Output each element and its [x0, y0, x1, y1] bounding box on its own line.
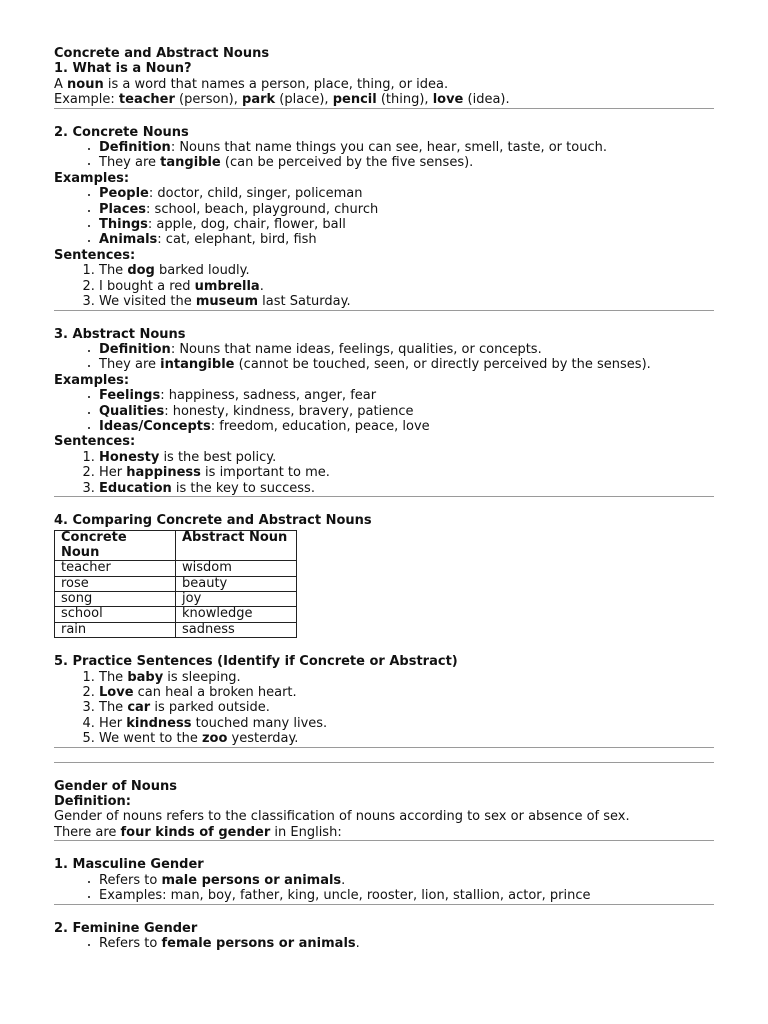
list-item: [99, 670, 714, 685]
list-item: [99, 263, 714, 278]
section-divider: [54, 310, 714, 311]
concrete-noun-cell: rain: [55, 622, 176, 637]
bold-term: baby: [127, 669, 164, 685]
bold-term: Feelings: [99, 388, 161, 404]
section-divider: [54, 840, 714, 841]
text-run: is the key to success.: [171, 480, 315, 496]
bold-term: Definition: [99, 341, 171, 357]
text-run: Refers to: [99, 935, 162, 951]
text-run: We visited the: [99, 294, 196, 310]
text-run: touched many lives.: [191, 715, 328, 731]
bold-term: female persons or animals: [161, 935, 356, 951]
text-run: .: [259, 278, 264, 294]
text-run: : school, beach, playground, church: [146, 201, 379, 217]
section-heading-what-is-noun: 1. What is a Noun?: [54, 61, 192, 77]
list-item: [99, 685, 714, 700]
list-item: [99, 419, 714, 434]
section-heading-masculine: 1. Masculine Gender: [54, 857, 204, 873]
text-run: (idea).: [463, 92, 510, 108]
text-run: A: [54, 76, 68, 92]
bold-term: park: [242, 92, 276, 108]
text-run: (thing),: [376, 92, 433, 108]
bold-term: love: [432, 92, 464, 108]
abstract-sentences-label: Sentences:: [54, 434, 136, 450]
list-item: [99, 140, 714, 155]
text-run: There are: [54, 824, 121, 840]
document-page: [54, 46, 714, 951]
list-item: [99, 342, 714, 357]
text-run: is the best policy.: [159, 449, 277, 465]
table-row: [55, 607, 297, 622]
gender-definition-text: Gender of nouns refers to the classification of nouns according to sex or absence of sex.: [54, 809, 630, 825]
text-run: The: [99, 263, 128, 279]
practice-sentences-list: [54, 670, 714, 747]
concrete-definition-list: [54, 140, 714, 171]
list-item: [99, 700, 714, 715]
bold-term: museum: [195, 294, 259, 310]
concrete-examples-list: [54, 186, 714, 248]
bold-term: noun: [67, 76, 104, 92]
bold-term: Definition: [99, 140, 171, 156]
text-run: Example:: [54, 92, 119, 108]
text-run: : doctor, child, singer, policeman: [148, 186, 363, 202]
text-run: The: [99, 700, 128, 716]
abstract-examples-list: [54, 388, 714, 434]
text-run: (place),: [275, 92, 333, 108]
bold-term: Ideas/Concepts: [99, 418, 211, 434]
abstract-definition-list: [54, 342, 714, 373]
concrete-examples-label: Examples:: [54, 170, 130, 186]
bold-term: Honesty: [99, 449, 160, 465]
section-heading-feminine: 2. Feminine Gender: [54, 920, 198, 936]
noun-definition-line: [54, 77, 714, 92]
text-run: They are: [99, 155, 161, 171]
text-run: : Nouns that name ideas, feelings, qualities, or concepts.: [170, 341, 542, 357]
bold-term: Qualities: [99, 403, 165, 419]
bold-term: zoo: [201, 731, 228, 747]
text-run: is parked outside.: [150, 700, 270, 716]
list-item: [99, 232, 714, 247]
table-row: [55, 561, 297, 576]
text-run: Her: [99, 715, 127, 731]
concrete-sentences-label: Sentences:: [54, 247, 136, 263]
list-item: [99, 279, 714, 294]
concrete-noun-cell: teacher: [55, 561, 176, 576]
text-run: The: [99, 669, 128, 685]
bold-term: Animals: [99, 232, 158, 248]
abstract-noun-cell: knowledge: [176, 607, 297, 622]
list-item: [99, 294, 714, 309]
bold-term: four kinds of gender: [120, 824, 271, 840]
text-run: : apple, dog, chair, flower, ball: [147, 217, 346, 233]
text-run: in English:: [270, 824, 342, 840]
section-divider: [54, 496, 714, 497]
gender-definition-label: Definition:: [54, 794, 132, 810]
concrete-noun-cell: song: [55, 592, 176, 607]
bold-term: intangible: [160, 357, 235, 373]
list-item: [99, 155, 714, 170]
text-run: (cannot be touched, seen, or directly perceived by the senses).: [234, 357, 651, 373]
list-item: [99, 888, 714, 903]
gender-kinds-line: [54, 825, 714, 840]
comparison-table: [54, 530, 297, 638]
section-heading-abstract-nouns: 3. Abstract Nouns: [54, 326, 186, 342]
feminine-list: [54, 936, 714, 951]
bold-term: tangible: [160, 155, 221, 171]
table-header-row: [55, 531, 297, 561]
text-run: We went to the: [99, 731, 202, 747]
gender-title: Gender of Nouns: [54, 778, 177, 794]
text-run: (person),: [174, 92, 243, 108]
masculine-list: [54, 873, 714, 904]
text-run: is sleeping.: [163, 669, 241, 685]
list-item: [99, 186, 714, 201]
section-heading-practice: 5. Practice Sentences (Identify if Concrete or Abstract): [54, 654, 458, 670]
abstract-noun-cell: beauty: [176, 576, 297, 591]
document-title: Concrete and Abstract Nouns: [54, 46, 270, 61]
list-item: [99, 731, 714, 746]
section-divider: [54, 904, 714, 905]
text-run: : freedom, education, peace, love: [210, 418, 430, 434]
noun-example-line: [54, 92, 714, 107]
list-item: [99, 936, 714, 951]
text-run: I bought a red: [99, 278, 195, 294]
text-run: (can be perceived by the five senses).: [220, 155, 474, 171]
text-run: .: [355, 935, 360, 951]
bold-term: happiness: [126, 465, 201, 481]
bold-term: dog: [127, 263, 155, 279]
concrete-noun-cell: rose: [55, 576, 176, 591]
list-item: [99, 465, 714, 480]
abstract-noun-cell: joy: [176, 592, 297, 607]
text-run: barked loudly.: [154, 263, 250, 279]
text-run: last Saturday.: [258, 294, 351, 310]
text-run: Her: [99, 465, 127, 481]
bold-term: People: [99, 186, 149, 202]
text-run: : cat, elephant, bird, fish: [157, 232, 317, 248]
list-item: [99, 481, 714, 496]
list-item: [99, 217, 714, 232]
bold-term: Things: [99, 217, 148, 233]
text-run: : honesty, kindness, bravery, patience: [164, 403, 414, 419]
section-divider: [54, 108, 714, 109]
text-run: : happiness, sadness, anger, fear: [160, 388, 377, 404]
text-run: can heal a broken heart.: [133, 685, 297, 701]
bold-term: teacher: [118, 92, 175, 108]
section-divider-double: [54, 762, 714, 763]
table-row: [55, 622, 297, 637]
text-run: is a word that names a person, place, thing, or idea.: [103, 76, 449, 92]
section-heading-concrete-nouns: 2. Concrete Nouns: [54, 124, 189, 140]
text-run: is important to me.: [200, 465, 330, 481]
list-item: [99, 404, 714, 419]
abstract-noun-cell: sadness: [176, 622, 297, 637]
list-item: [99, 873, 714, 888]
section-heading-comparing: 4. Comparing Concrete and Abstract Nouns: [54, 512, 372, 528]
bold-term: car: [127, 700, 151, 716]
text-run: .: [341, 872, 346, 888]
bold-term: kindness: [126, 715, 192, 731]
list-item: [99, 716, 714, 731]
abstract-sentences-list: [54, 450, 714, 496]
table-row: [55, 576, 297, 591]
bold-term: pencil: [332, 92, 377, 108]
list-item: [99, 357, 714, 372]
bold-term: Education: [99, 480, 172, 496]
bold-term: umbrella: [194, 278, 260, 294]
bold-term: male persons or animals: [161, 872, 342, 888]
text-run: Refers to: [99, 872, 162, 888]
list-item: [99, 388, 714, 403]
section-divider: [54, 747, 714, 748]
table-header-concrete: Concrete Noun: [55, 531, 176, 561]
concrete-noun-cell: school: [55, 607, 176, 622]
table-header-abstract: Abstract Noun: [176, 531, 297, 561]
text-run: They are: [99, 357, 161, 373]
text-run: Examples: man, boy, father, king, uncle, rooster, lion, stallion, actor, prince: [99, 888, 591, 904]
table-row: [55, 592, 297, 607]
text-run: : Nouns that name things you can see, hear, smell, taste, or touch.: [170, 140, 607, 156]
list-item: [99, 202, 714, 217]
bold-term: Places: [99, 201, 147, 217]
concrete-sentences-list: [54, 263, 714, 309]
abstract-examples-label: Examples:: [54, 372, 130, 388]
list-item: [99, 450, 714, 465]
bold-term: Love: [99, 685, 134, 701]
comparison-table-body: [55, 561, 297, 638]
abstract-noun-cell: wisdom: [176, 561, 297, 576]
text-run: yesterday.: [227, 731, 299, 747]
